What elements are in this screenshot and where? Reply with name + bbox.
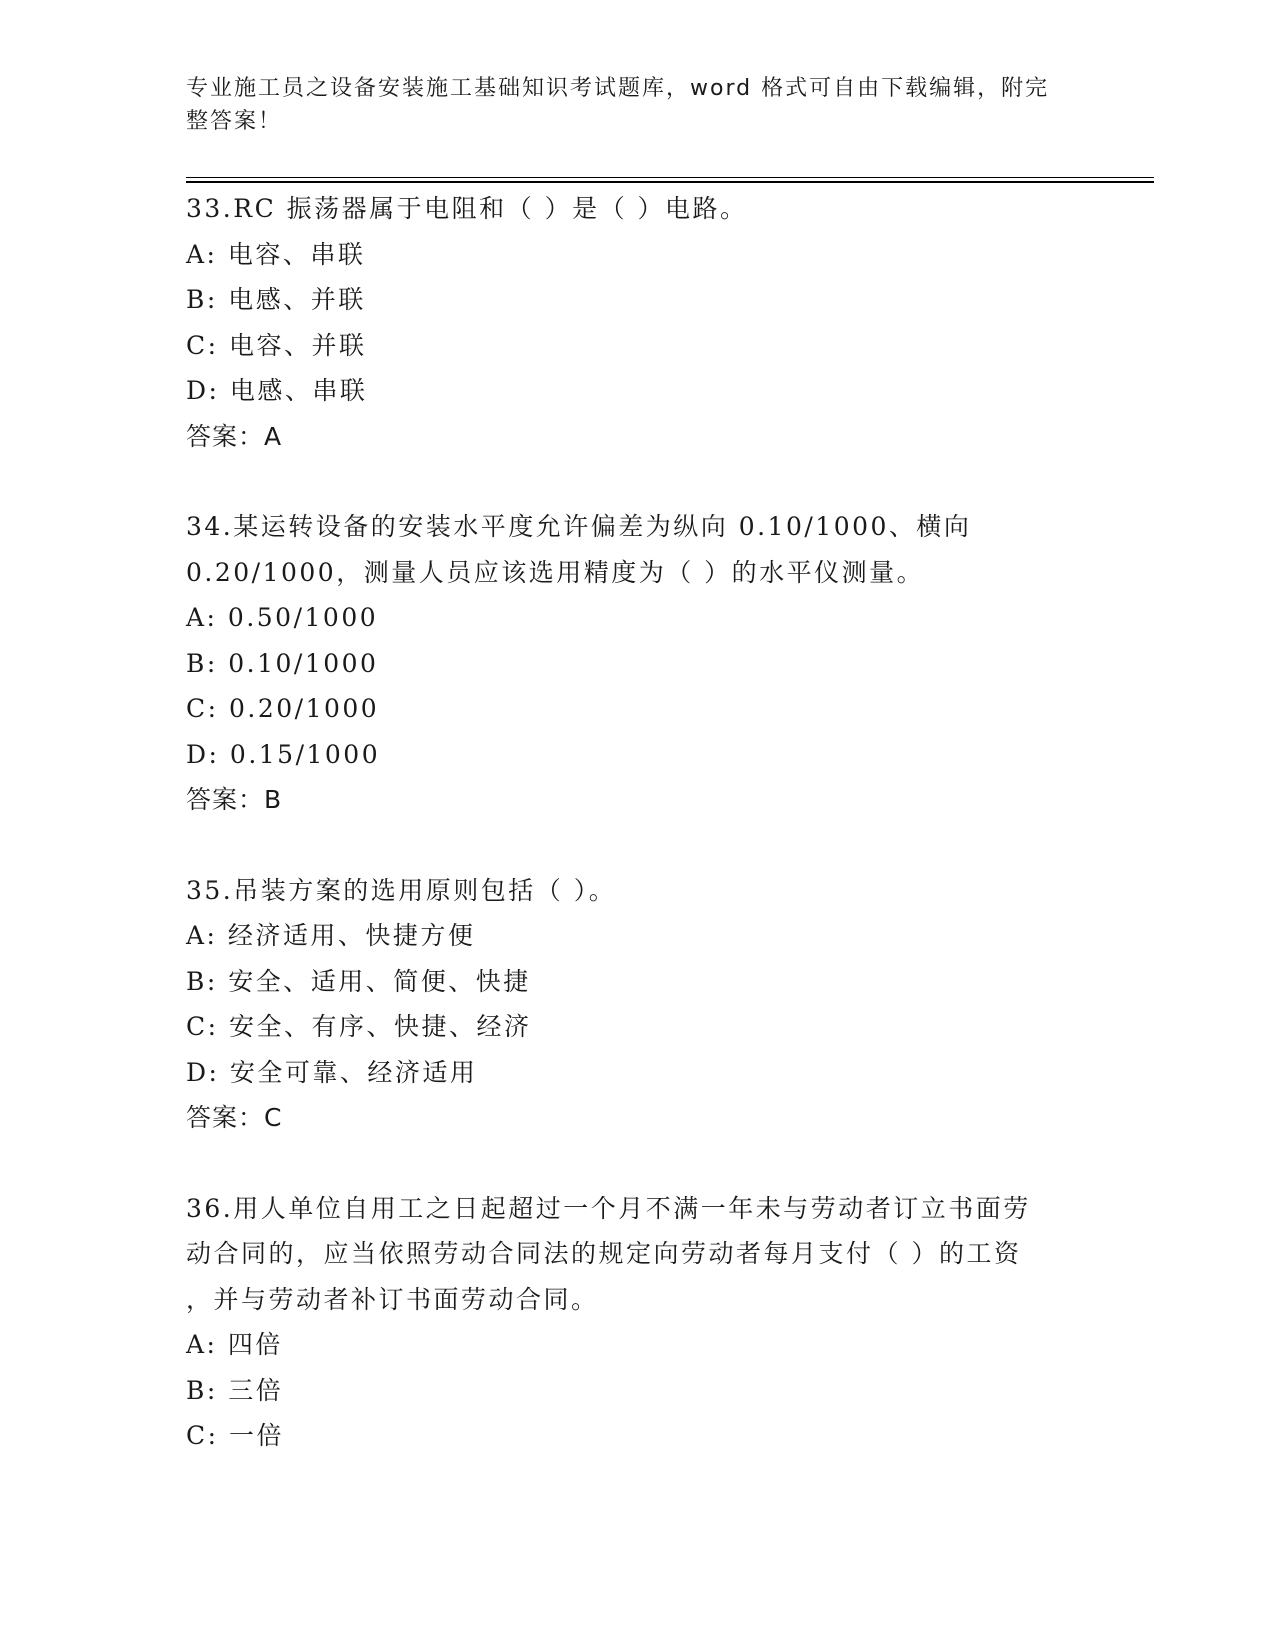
option-d: D: 安全可靠、经济适用 (186, 1057, 478, 1087)
option-a: A: 经济适用、快捷方便 (186, 921, 476, 950)
question-list (186, 186, 1086, 1504)
header-line-2: 整答案！ (186, 109, 283, 134)
question-stem: 0.20/1000，测量人员应该选用精度为（ ）的水平仪测量。 (186, 557, 925, 587)
option-b: B: 0.10/1000 (186, 648, 379, 678)
answer-line: 答案：C (186, 1103, 283, 1132)
option-a: A: 0.50/1000 (186, 603, 379, 632)
option-d: D: 0.15/1000 (186, 739, 381, 769)
question-stem: 34.某运转设备的安装水平度允许偏差为纵向 0.10/1000、横向 (186, 512, 972, 541)
question-34 (186, 504, 1086, 823)
answer-line: 答案：B (186, 785, 283, 814)
question-36 (186, 1186, 1086, 1459)
question-stem: 36.用人单位自用工之日起超过一个月不满一年未与劳动者订立书面劳 (186, 1193, 1031, 1223)
option-c: C: 一倍 (186, 1421, 284, 1450)
option-a: A: 电容、串联 (186, 239, 366, 269)
document-header (186, 72, 1066, 138)
header-divider-thin (186, 177, 1154, 178)
option-b: B: 安全、适用、简便、快捷 (186, 966, 531, 996)
question-stem: 动合同的，应当依照劳动合同法的规定向劳动者每月支付（ ）的工资 (186, 1239, 1022, 1268)
question-33 (186, 186, 1086, 459)
option-a: A: 四倍 (186, 1330, 283, 1359)
option-c: C: 0.20/1000 (186, 694, 380, 723)
option-c: C: 电容、并联 (186, 330, 367, 360)
question-stem: 35.吊装方案的选用原则包括（ ）。 (186, 875, 617, 905)
question-35 (186, 868, 1086, 1141)
option-b: B: 电感、并联 (186, 285, 366, 314)
option-b: B: 三倍 (186, 1375, 284, 1405)
answer-line: 答案：A (186, 421, 283, 451)
option-d: D: 电感、串联 (186, 376, 368, 405)
header-line-1: 专业施工员之设备安装施工基础知识考试题库，word 格式可自由下载编辑，附完 (186, 76, 1050, 101)
question-stem: ，并与劳动者补订书面劳动合同。 (186, 1284, 599, 1314)
header-divider-thick (186, 181, 1154, 183)
question-stem: 33.RC 振荡器属于电阻和（ ）是（ ）电路。 (186, 194, 748, 223)
option-c: C: 安全、有序、快捷、经济 (186, 1012, 532, 1041)
